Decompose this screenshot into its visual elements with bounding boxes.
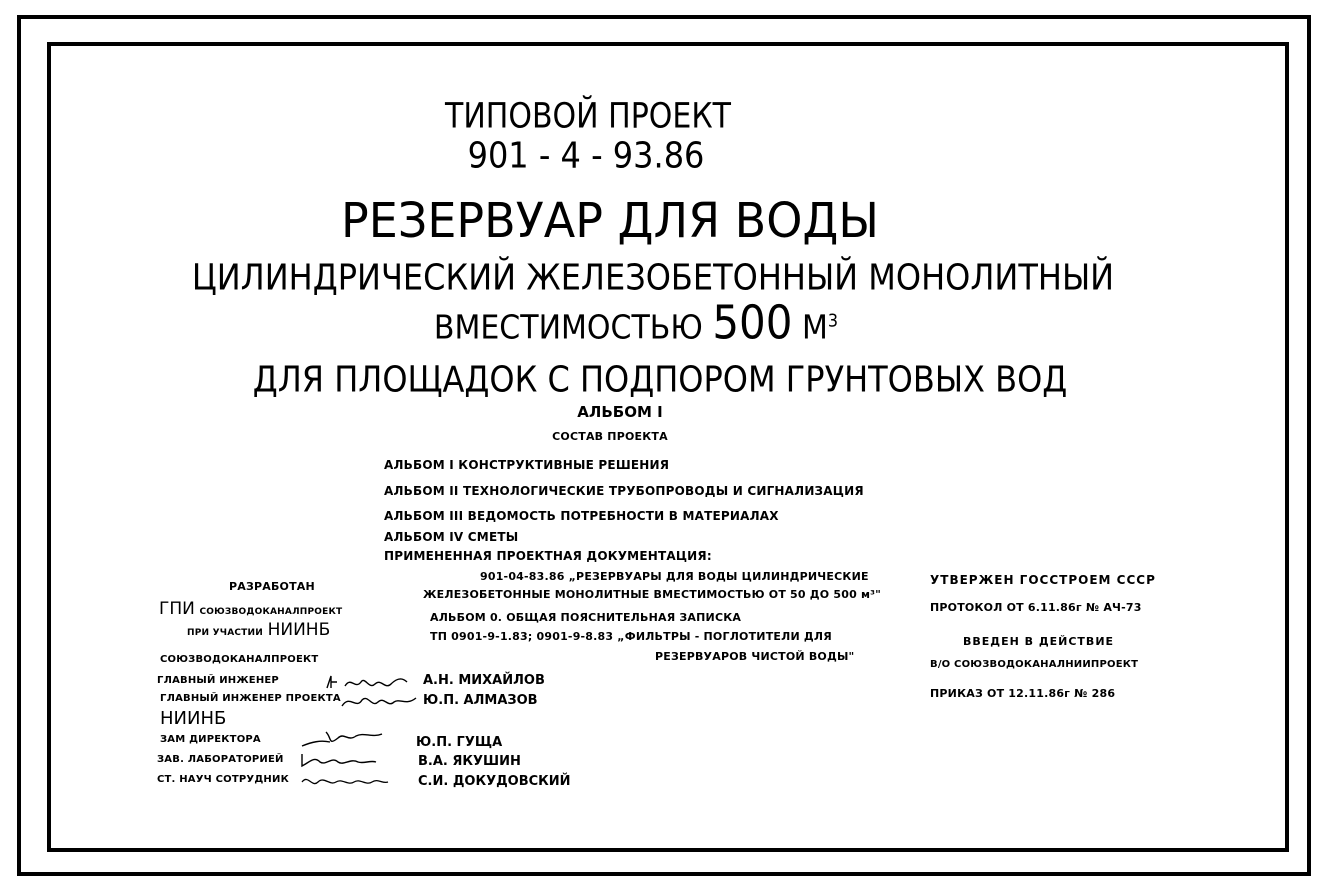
applied-doc-line-1: 901-04-83.86 „РЕЗЕРВУАРЫ ДЛЯ ВОДЫ ЦИЛИНДРИЧЕСКИЕ xyxy=(480,570,869,583)
approval-line-3: ВВЕДЕН В ДЕЙСТВИЕ xyxy=(963,635,1115,648)
applied-doc-line-5: РЕЗЕРВУАРОВ ЧИСТОЙ ВОДЫ" xyxy=(655,650,855,663)
signatory-role-1: ГЛАВНЫЙ ИНЖЕНЕР xyxy=(157,675,279,686)
signature-4 xyxy=(300,750,380,770)
developer-participant-name: НИИНБ xyxy=(267,620,331,640)
project-number: 901 - 4 - 93.86 xyxy=(467,134,705,177)
signature-3 xyxy=(298,728,388,750)
approval-line-4: В/О СОЮЗВОДОКАНАЛНИИПРОЕКТ xyxy=(930,659,1139,670)
composition-item-2: АЛЬБОМ II ТЕХНОЛОГИЧЕСКИЕ ТРУБОПРОВОДЫ И СИГНАЛИЗАЦИЯ xyxy=(384,484,864,498)
applied-doc-line-4: ТП 0901-9-1.83; 0901-9-8.83 „ФИЛЬТРЫ - ПОГЛОТИТЕЛИ ДЛЯ xyxy=(430,630,832,643)
project-type-heading: ТИПОВОЙ ПРОЕКТ xyxy=(445,96,731,137)
signatory-name-4: В.А. ЯКУШИН xyxy=(418,754,521,769)
developer-participant xyxy=(187,622,330,639)
developer-org-name: СОЮЗВОДОКАНАЛПРОЕКТ xyxy=(199,607,343,617)
signatory-name-1: А.Н. МИХАЙЛОВ xyxy=(423,673,545,688)
signature-2 xyxy=(340,692,420,712)
signatory-role-4: ЗАВ. ЛАБОРАТОРИЕЙ xyxy=(157,754,284,765)
approval-line-2: ПРОТОКОЛ ОТ 6.11.86г № АЧ-73 xyxy=(930,601,1142,614)
developer-heading: РАЗРАБОТАН xyxy=(229,580,315,593)
approval-line-1: УТВЕРЖЕН ГОССТРОЕМ СССР xyxy=(930,573,1156,587)
signatory-role-2: ГЛАВНЫЙ ИНЖЕНЕР ПРОЕКТА xyxy=(160,693,341,704)
capacity-label: ВМЕСТИМОСТЬЮ xyxy=(433,308,703,348)
niinb-heading: НИИНБ xyxy=(160,708,227,729)
signatory-name-3: Ю.П. ГУЩА xyxy=(416,735,503,750)
document-title: РЕЗЕРВУАР ДЛЯ ВОДЫ xyxy=(341,191,879,249)
composition-heading: СОСТАВ ПРОЕКТА xyxy=(552,430,668,443)
signatory-name-2: Ю.П. АЛМАЗОВ xyxy=(423,693,538,708)
capacity-value: 500 xyxy=(712,295,793,350)
capacity-unit-sup: 3 xyxy=(827,309,839,331)
capacity-unit: М xyxy=(802,308,828,348)
signatory-role-5: СТ. НАУЧ СОТРУДНИК xyxy=(157,774,289,785)
signatory-role-3: ЗАМ ДИРЕКТОРА xyxy=(160,734,261,745)
composition-item-1: АЛЬБОМ I КОНСТРУКТИВНЫЕ РЕШЕНИЯ xyxy=(384,458,670,472)
document-subtitle-1: ЦИЛИНДРИЧЕСКИЙ ЖЕЛЕЗОБЕТОННЫЙ МОНОЛИТНЫЙ xyxy=(191,256,1115,299)
composition-item-3: АЛЬБОМ III ВЕДОМОСТЬ ПОТРЕБНОСТИ В МАТЕРИАЛАХ xyxy=(384,509,779,523)
applied-doc-line-3: АЛЬБОМ 0. ОБЩАЯ ПОЯСНИТЕЛЬНАЯ ЗАПИСКА xyxy=(430,611,742,624)
album-label: АЛЬБОМ I xyxy=(577,403,663,421)
developer-participant-prefix: ПРИ УЧАСТИИ xyxy=(187,628,263,638)
developer-org xyxy=(159,601,342,618)
document-subtitle-2 xyxy=(433,295,839,350)
signature-1 xyxy=(325,672,415,694)
document-subtitle-3: ДЛЯ ПЛОЩАДОК С ПОДПОРОМ ГРУНТОВЫХ ВОД xyxy=(252,358,1068,401)
applied-docs-heading: ПРИМЕНЕННАЯ ПРОЕКТНАЯ ДОКУМЕНТАЦИЯ: xyxy=(384,549,712,563)
approval-line-5: ПРИКАЗ ОТ 12.11.86г № 286 xyxy=(930,687,1116,700)
developer-org-prefix: ГПИ xyxy=(159,599,195,619)
signature-5 xyxy=(300,772,390,792)
applied-doc-line-2: ЖЕЛЕЗОБЕТОННЫЕ МОНОЛИТНЫЕ ВМЕСТИМОСТЬЮ ОТ 50 ДО 500 м³" xyxy=(423,588,882,601)
composition-item-4: АЛЬБОМ IV СМЕТЫ xyxy=(384,530,519,544)
developer-org-block: СОЮЗВОДОКАНАЛПРОЕКТ xyxy=(160,654,319,665)
signatory-name-5: С.И. ДОКУДОВСКИЙ xyxy=(418,774,571,789)
